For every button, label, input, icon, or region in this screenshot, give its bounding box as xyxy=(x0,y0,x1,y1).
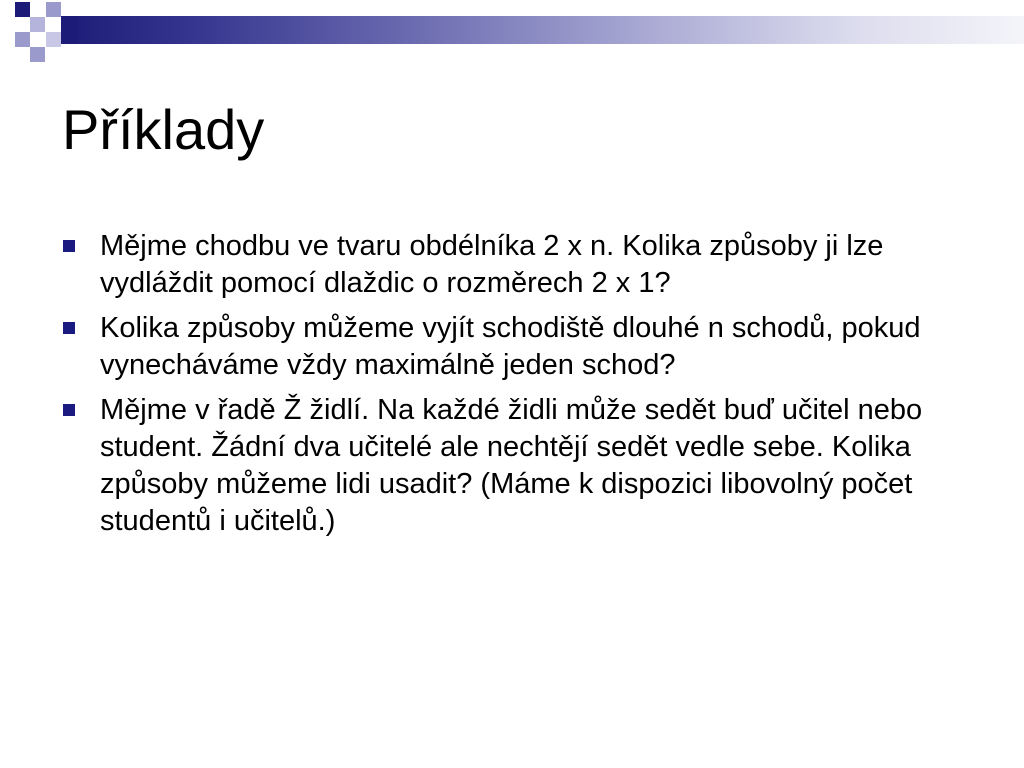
bullet-text: Mějme chodbu ve tvaru obdélníka 2 x n. Kolika způsoby ji lze vydláždit pomocí dlaždic o rozměrech 2 x 1? xyxy=(100,230,884,299)
decor-square-navy-1 xyxy=(15,2,30,17)
bullet-list xyxy=(60,228,960,548)
decor-square-light-5 xyxy=(30,47,45,62)
bullet-text: Mějme v řadě Ž židlí. Na každé židli může sedět buď učitel nebo student. Žádní dva učitelé ale nechtějí sedět vedle sebe. Kolika způsoby můžeme lidi usadit? (Máme k dispozici libovolný počet studentů i učitelů.) xyxy=(100,394,923,537)
decor-square-navy-2 xyxy=(61,16,78,44)
bullet-item xyxy=(60,228,960,302)
bullet-item xyxy=(60,310,960,384)
header-decoration xyxy=(0,0,1024,62)
decor-square-light-4 xyxy=(46,32,61,47)
bullet-text: Kolika způsoby můžeme vyjít schodiště dlouhé n schodů, pokud vynecháváme vždy maximálně jeden schod? xyxy=(100,312,921,381)
header-gradient-band xyxy=(78,16,1024,44)
square-bullet-icon xyxy=(63,240,75,252)
square-bullet-icon xyxy=(63,404,75,416)
square-bullet-icon xyxy=(63,322,75,334)
decor-square-light-1 xyxy=(46,2,61,17)
bullet-item xyxy=(60,392,960,540)
decor-square-light-3 xyxy=(15,32,30,47)
slide-title: Příklady xyxy=(62,98,265,161)
decor-square-light-2 xyxy=(30,17,45,32)
